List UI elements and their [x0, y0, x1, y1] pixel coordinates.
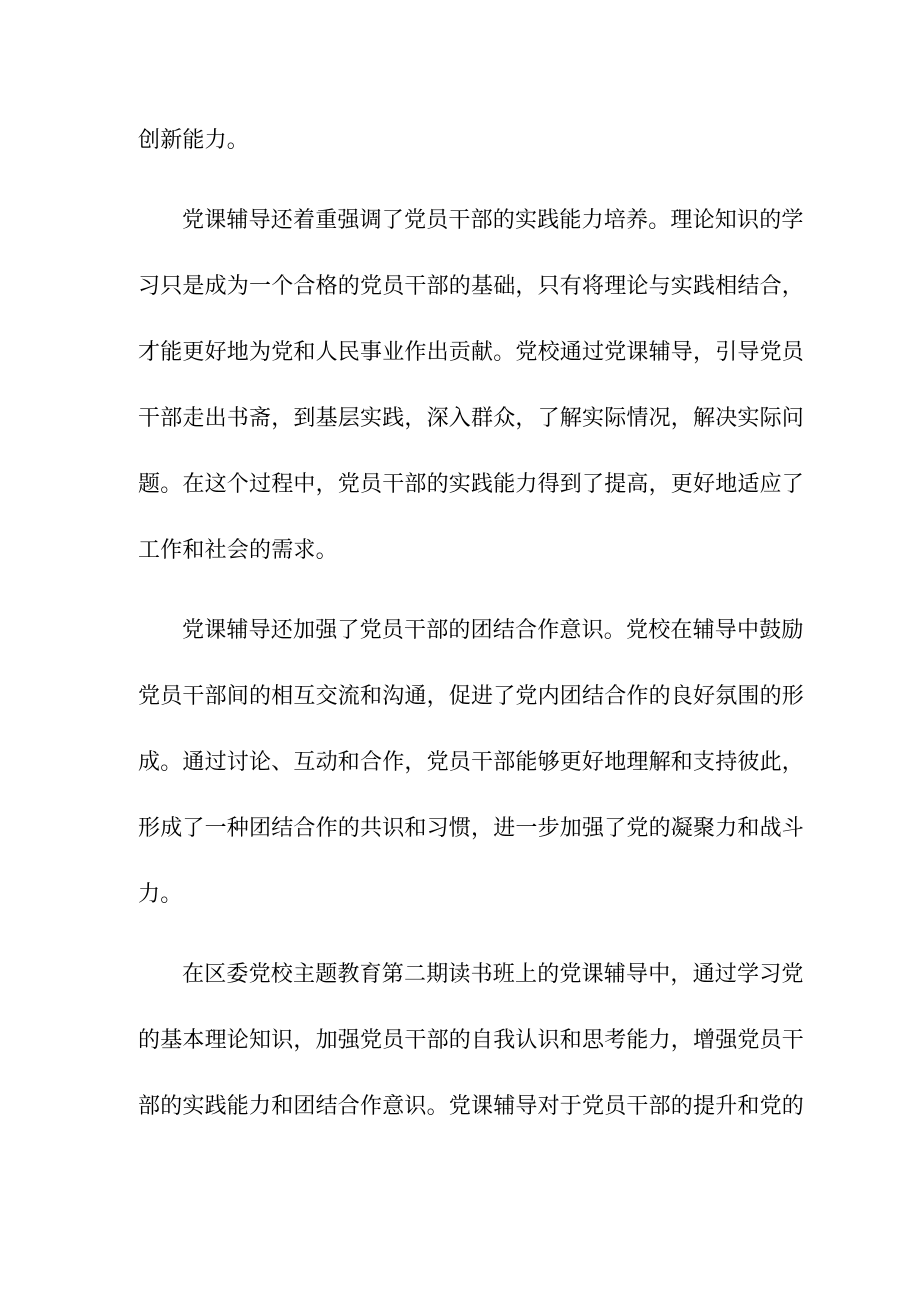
paragraph-3-line-5: 力。: [138, 882, 183, 907]
paragraph-3-line-4: 形成了一种团结合作的共识和习惯，进一步加强了党的凝聚力和战斗: [138, 816, 805, 841]
paragraph-2-line-3: 才能更好地为党和人民事业作出贡献。党校通过党课辅导，引导党员: [138, 340, 805, 365]
paragraph-4-line-2: 的基本理论知识，加强党员干部的自我认识和思考能力，增强党员干: [138, 1028, 805, 1053]
paragraph-3-line-2: 党员干部间的相互交流和沟通，促进了党内团结合作的良好氛围的形: [138, 684, 805, 709]
paragraph-4-line-3: 部的实践能力和团结合作意识。党课辅导对于党员干部的提升和党的: [138, 1094, 805, 1119]
paragraph-2-line-1: 党课辅导还着重强调了党员干部的实践能力培养。理论知识的学: [182, 208, 804, 233]
paragraph-2-line-4: 干部走出书斋，到基层实践，深入群众，了解实际情况，解决实际问: [138, 406, 805, 431]
paragraph-2-line-6: 工作和社会的需求。: [138, 538, 338, 563]
paragraph-1-line-1: 创新能力。: [138, 128, 250, 153]
paragraph-3-line-1: 党课辅导还加强了党员干部的团结合作意识。党校在辅导中鼓励: [182, 618, 804, 643]
paragraph-2-line-5: 题。在这个过程中，党员干部的实践能力得到了提高，更好地适应了: [138, 472, 805, 497]
paragraph-3-line-3: 成。通过讨论、互动和合作，党员干部能够更好地理解和支持彼此，: [138, 750, 805, 775]
paragraph-4-line-1: 在区委党校主题教育第二期读书班上的党课辅导中，通过学习党: [182, 962, 804, 987]
paragraph-2-line-2: 习只是成为一个合格的党员干部的基础，只有将理论与实践相结合，: [138, 274, 805, 299]
